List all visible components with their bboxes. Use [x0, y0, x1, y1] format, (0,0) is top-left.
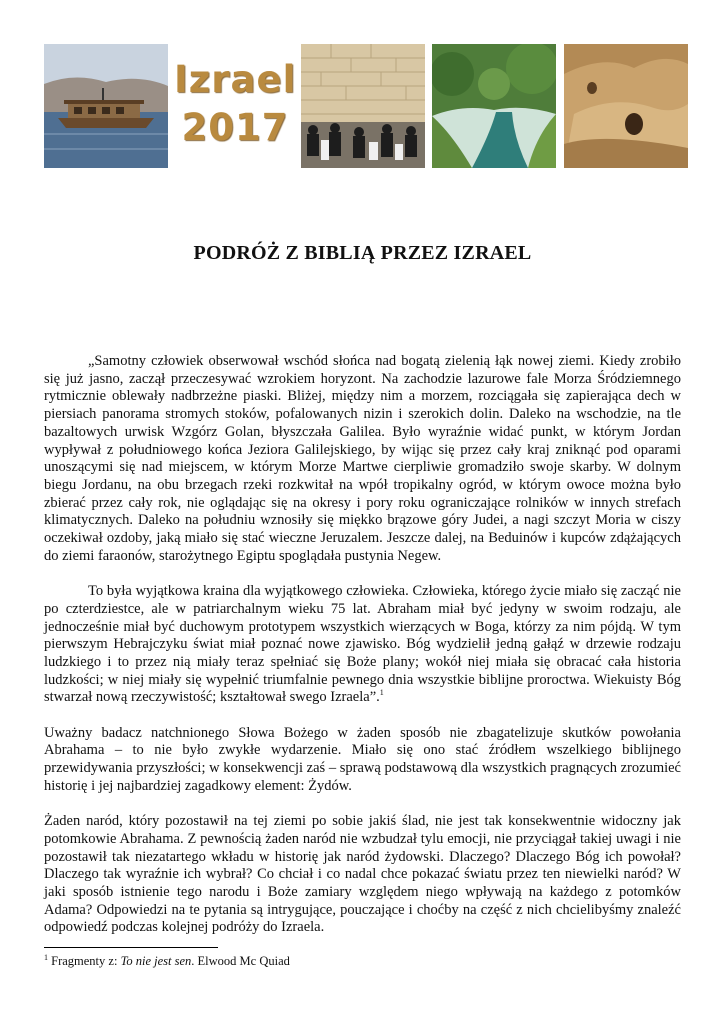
footnote-prefix: Fragmenty z:	[51, 954, 121, 968]
header-banner	[44, 44, 688, 168]
footnote-reference: 1	[379, 688, 384, 698]
paragraph-2	[44, 583, 681, 707]
paragraph-2-text: To była wyjątkowa kraina dla wyjątkowego człowieka. Człowieka, którego życie miało się zacząć nie po czterdziestce, ale w patriarchalnym wieku 75 lat. Abraham miał być jedyny w swoim rodzaju, ale jednocześnie miał być duchowym prototypem wszystkich wierzących w Boga, którzy za nim pójdą. W tym pierwszym Hebrajczyku świat miał poznać nowe zjawisko. Bóg wydzielił jedną gałąź w drzewie rodzaju ludzkiego i to przez nią miały teraz spełniać się Boże plany; wokół niej miała się obracać cała historia ludzkości; w niej miały się wypełnić triumfalnie pewnego dnia wszystkie biblijne proroctwa. Wiekuisty Bóg stwarzał nową rzeczywistość; kształtował swego Izraela”.	[44, 583, 681, 706]
footnote	[44, 954, 290, 969]
western-wall-photo	[301, 44, 425, 168]
qumran-caves-photo	[564, 44, 688, 168]
footnote-title: To nie jest sen	[120, 954, 192, 968]
footnote-suffix: . Elwood Mc Quiad	[191, 954, 290, 968]
footnote-divider	[44, 947, 218, 948]
boat-on-sea-photo	[44, 44, 168, 168]
page-title: PODRÓŻ Z BIBLIĄ PRZEZ IZRAEL	[193, 242, 532, 264]
article-body	[44, 353, 681, 955]
footnote-marker: 1	[44, 952, 48, 962]
paragraph-4: Żaden naród, który pozostawił na tej ziemi po sobie jakiś ślad, nie jest tak konsekwentnie widoczny jak potomkowie Abrahama. Z pewnością żaden naród nie wzbudzał tylu emocji, nie przyciągał takiej uwagi i nie pozostawił tak niezatartego wkładu w historię jak naród żydowski. Dlaczego? Dlaczego Bóg ich powołał? Dlaczego tak wyraźnie ich wybrał? Co chciał i co nadal chce pokazać światu przez ten niewielki naród? W jaki sposób istnienie tego narodu i Boże zamiary względem niego wpływają na każdego z potomków Adama? Odpowiedzi na te pytania są intrygujące, pouczające i choćby na część z nich chcielibyśmy znaleźć odpowiedź podczas kolejnej podróży do Izraela.	[44, 813, 681, 936]
banner-title-line2: 2017	[181, 106, 289, 149]
paragraph-1: „Samotny człowiek obserwował wschód słońca nad bogatą zielenią łąk nowej ziemi. Kiedy zrobiło się już jasno, zaczął przeczesywać wzrokiem horyzont. Na zachodzie lazurowe fale Morza Śródziemnego rytmicznie oblewały nadbrzeżne piaski. Bliżej, między nim a morzem, rozciągała się zapierająca dech w piersiach panorama stromych stoków, pofalowanych nizin i szerokich dolin. Daleko na wschodzie, na tle bazaltowych urwisk Wzgórz Golan, błyszczała Galilea. Było wyraźnie widać punkt, w którym Jordan wypływał z południowego końca Jeziora Galilejskiego, by wijąc się przez cały kraj zniknąć pod oparami unoszącymi się nad miejscem, w którym Morze Martwe cierpliwie gromadziło swoje skarby. W dolnym biegu Jordanu, na obu brzegach rzeki rozkwitał na wpół tropikalny ogród, w którym owoce można było zbierać przez cały rok, nie oglądając się na okresy i pory roku ograniczające rolników w innych strefach klimatycznych. Daleko na południu wznosiły się miękko brązowe góry Judei, a nagi szczyt Moria w ciszy oczekiwał ozdoby, jaką miało się stać wieczne Jeruzalem. Jeszcze dalej, na Beduinów i kupców zdążających do ziemi faraonów, starożytnego Egiptu spoglądała pustynia Negew.	[44, 353, 681, 564]
jordan-river-photo	[432, 44, 556, 168]
banner-title-line1: Izrael	[174, 58, 296, 101]
paragraph-3: Uważny badacz natchnionego Słowa Bożego w żaden sposób nie zbagatelizuje skutków powołania Abrahama – to nie było zwykłe wydarzenie. Miało się ono stać źródłem wszelkiego biblijnego przewidywania przyszłości; w konsekwencji zaś – sprawą podstawową dla wszystkich pragnących zrozumieć historię i jej najbardziej zagadkowy element: Żydów.	[44, 724, 681, 794]
banner-title-block	[174, 44, 296, 168]
